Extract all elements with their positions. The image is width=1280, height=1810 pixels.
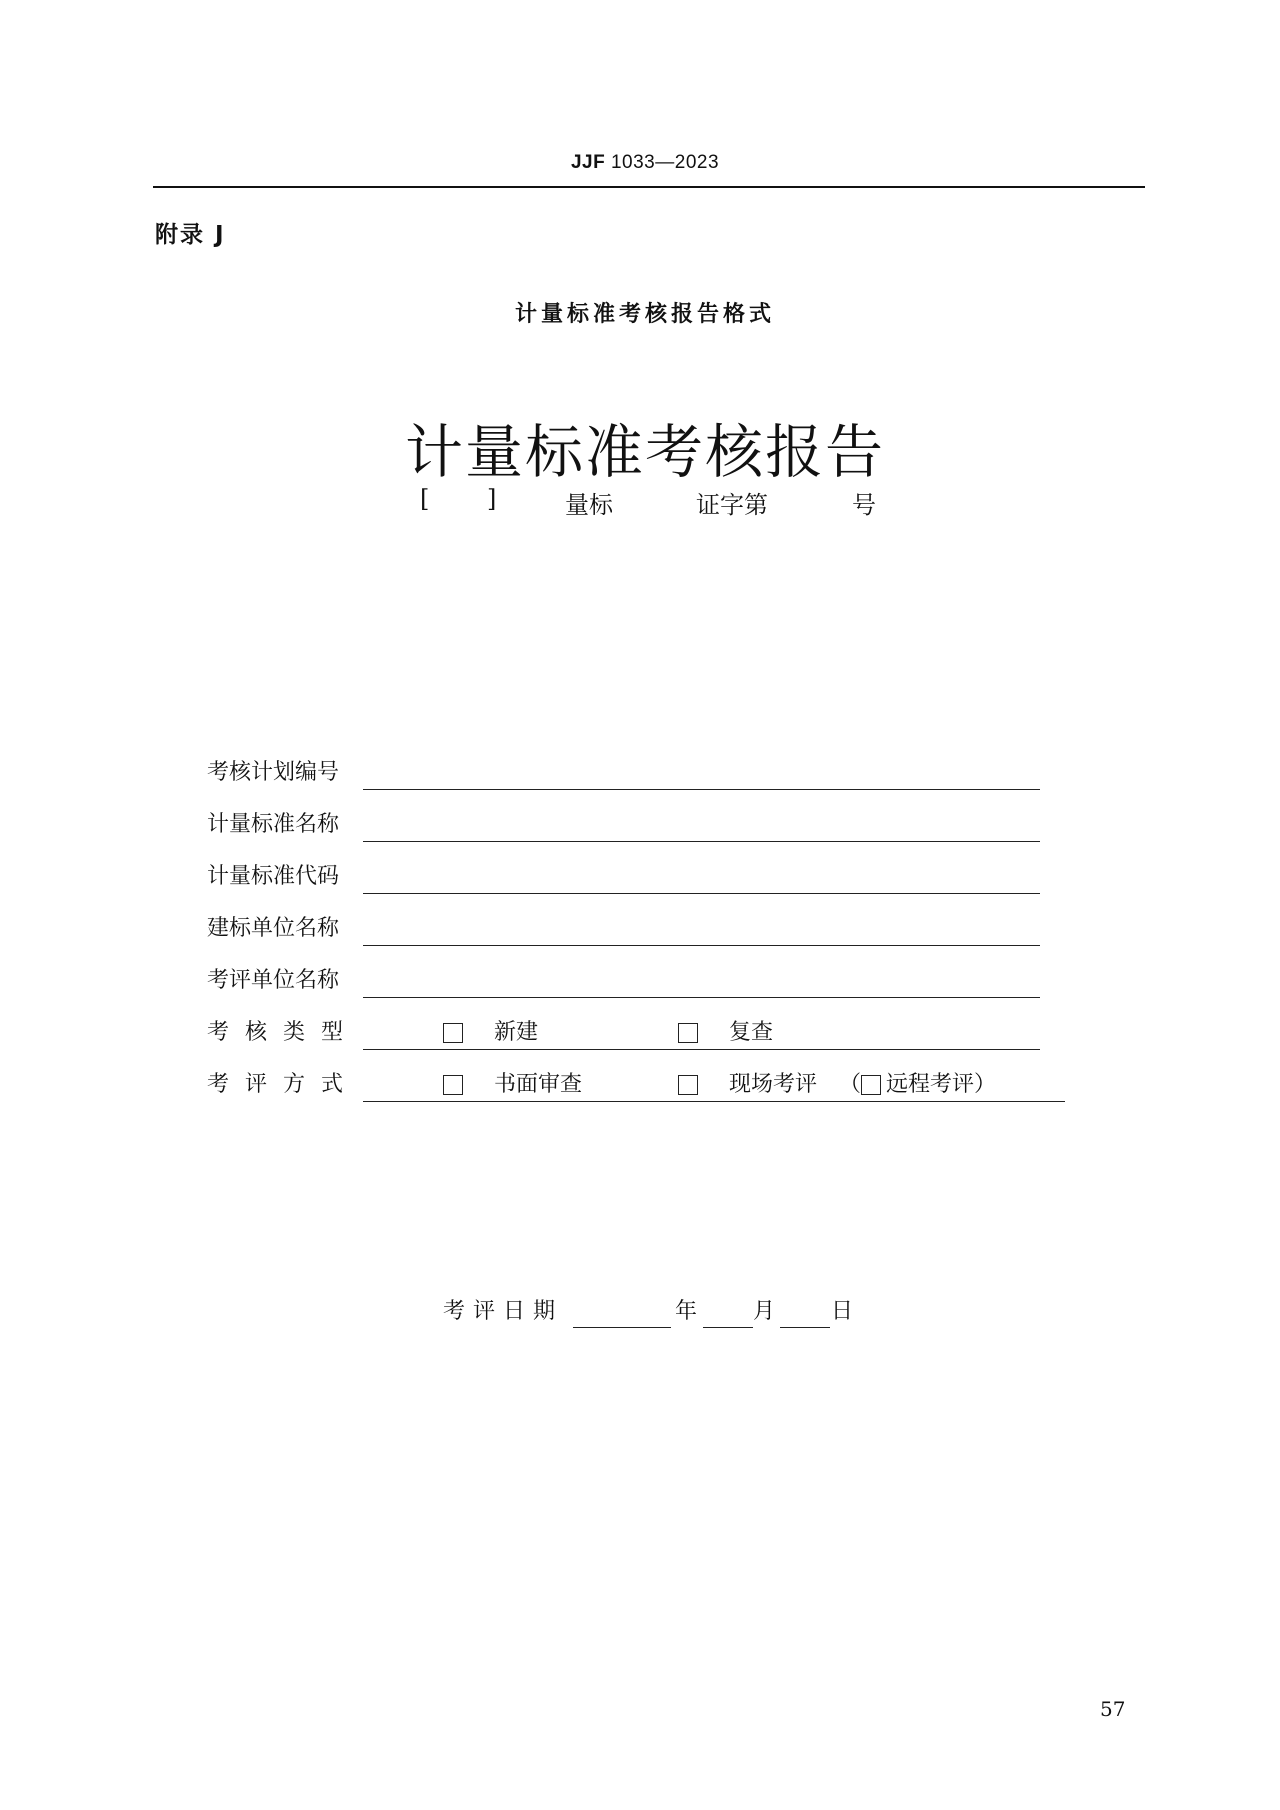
standard-prefix: JJF <box>570 152 606 173</box>
checkbox-document-review[interactable] <box>443 1075 463 1095</box>
cert-hao: 号 <box>852 491 876 519</box>
option-review-label: 复查 <box>729 1020 774 1045</box>
assessment-type-label: 考核类型 <box>207 1020 360 1045</box>
field-label-evaluating-unit: 考评单位名称 <box>207 968 340 993</box>
checkbox-remote-evaluation[interactable] <box>861 1075 881 1095</box>
date-year-label: 年 <box>675 1299 698 1324</box>
field-line-standard-code[interactable] <box>363 893 1040 894</box>
cert-zhengzi: 证字第 <box>696 491 768 519</box>
report-title: 计量标准考核报告 <box>404 418 885 486</box>
field-line-evaluation-method <box>363 1101 1065 1102</box>
field-line-plan-number[interactable] <box>363 789 1040 790</box>
cert-liangbiao: 量标 <box>565 491 613 519</box>
cert-close-bracket: ] <box>487 485 497 513</box>
page-number: 57 <box>1100 1697 1126 1721</box>
checkbox-new[interactable] <box>443 1023 463 1043</box>
standard-code <box>0 152 1280 174</box>
option-remote-evaluation-label: 远程考评） <box>886 1072 997 1097</box>
field-label-standard-code: 计量标准代码 <box>207 864 340 889</box>
date-day-line[interactable] <box>780 1327 830 1328</box>
field-line-establishing-unit[interactable] <box>363 945 1040 946</box>
field-label-standard-name: 计量标准名称 <box>207 812 340 837</box>
date-month-line[interactable] <box>703 1327 753 1328</box>
field-label-establishing-unit: 建标单位名称 <box>207 916 340 941</box>
evaluation-date-label: 考评日期 <box>443 1299 564 1324</box>
cert-open-bracket: [ <box>420 485 430 513</box>
standard-number: 1033—2023 <box>610 152 720 173</box>
field-line-standard-name[interactable] <box>363 841 1040 842</box>
option-onsite-evaluation-label: 现场考评 <box>729 1072 818 1097</box>
header-divider <box>153 186 1145 188</box>
field-label-plan-number: 考核计划编号 <box>207 760 340 785</box>
date-month-label: 月 <box>753 1299 776 1324</box>
option-document-review-label: 书面审查 <box>494 1072 583 1097</box>
appendix-label: 附录 J <box>155 222 226 248</box>
evaluation-method-label: 考评方式 <box>207 1072 360 1097</box>
date-day-label: 日 <box>831 1299 854 1324</box>
section-title: 计量标准考核报告格式 <box>514 302 775 327</box>
checkbox-review[interactable] <box>678 1023 698 1043</box>
field-line-evaluating-unit[interactable] <box>363 997 1040 998</box>
option-new-label: 新建 <box>494 1020 539 1045</box>
field-line-assessment-type <box>363 1049 1040 1050</box>
checkbox-onsite-evaluation[interactable] <box>678 1075 698 1095</box>
remote-open-paren: （ <box>839 1072 862 1097</box>
date-year-line[interactable] <box>573 1327 671 1328</box>
